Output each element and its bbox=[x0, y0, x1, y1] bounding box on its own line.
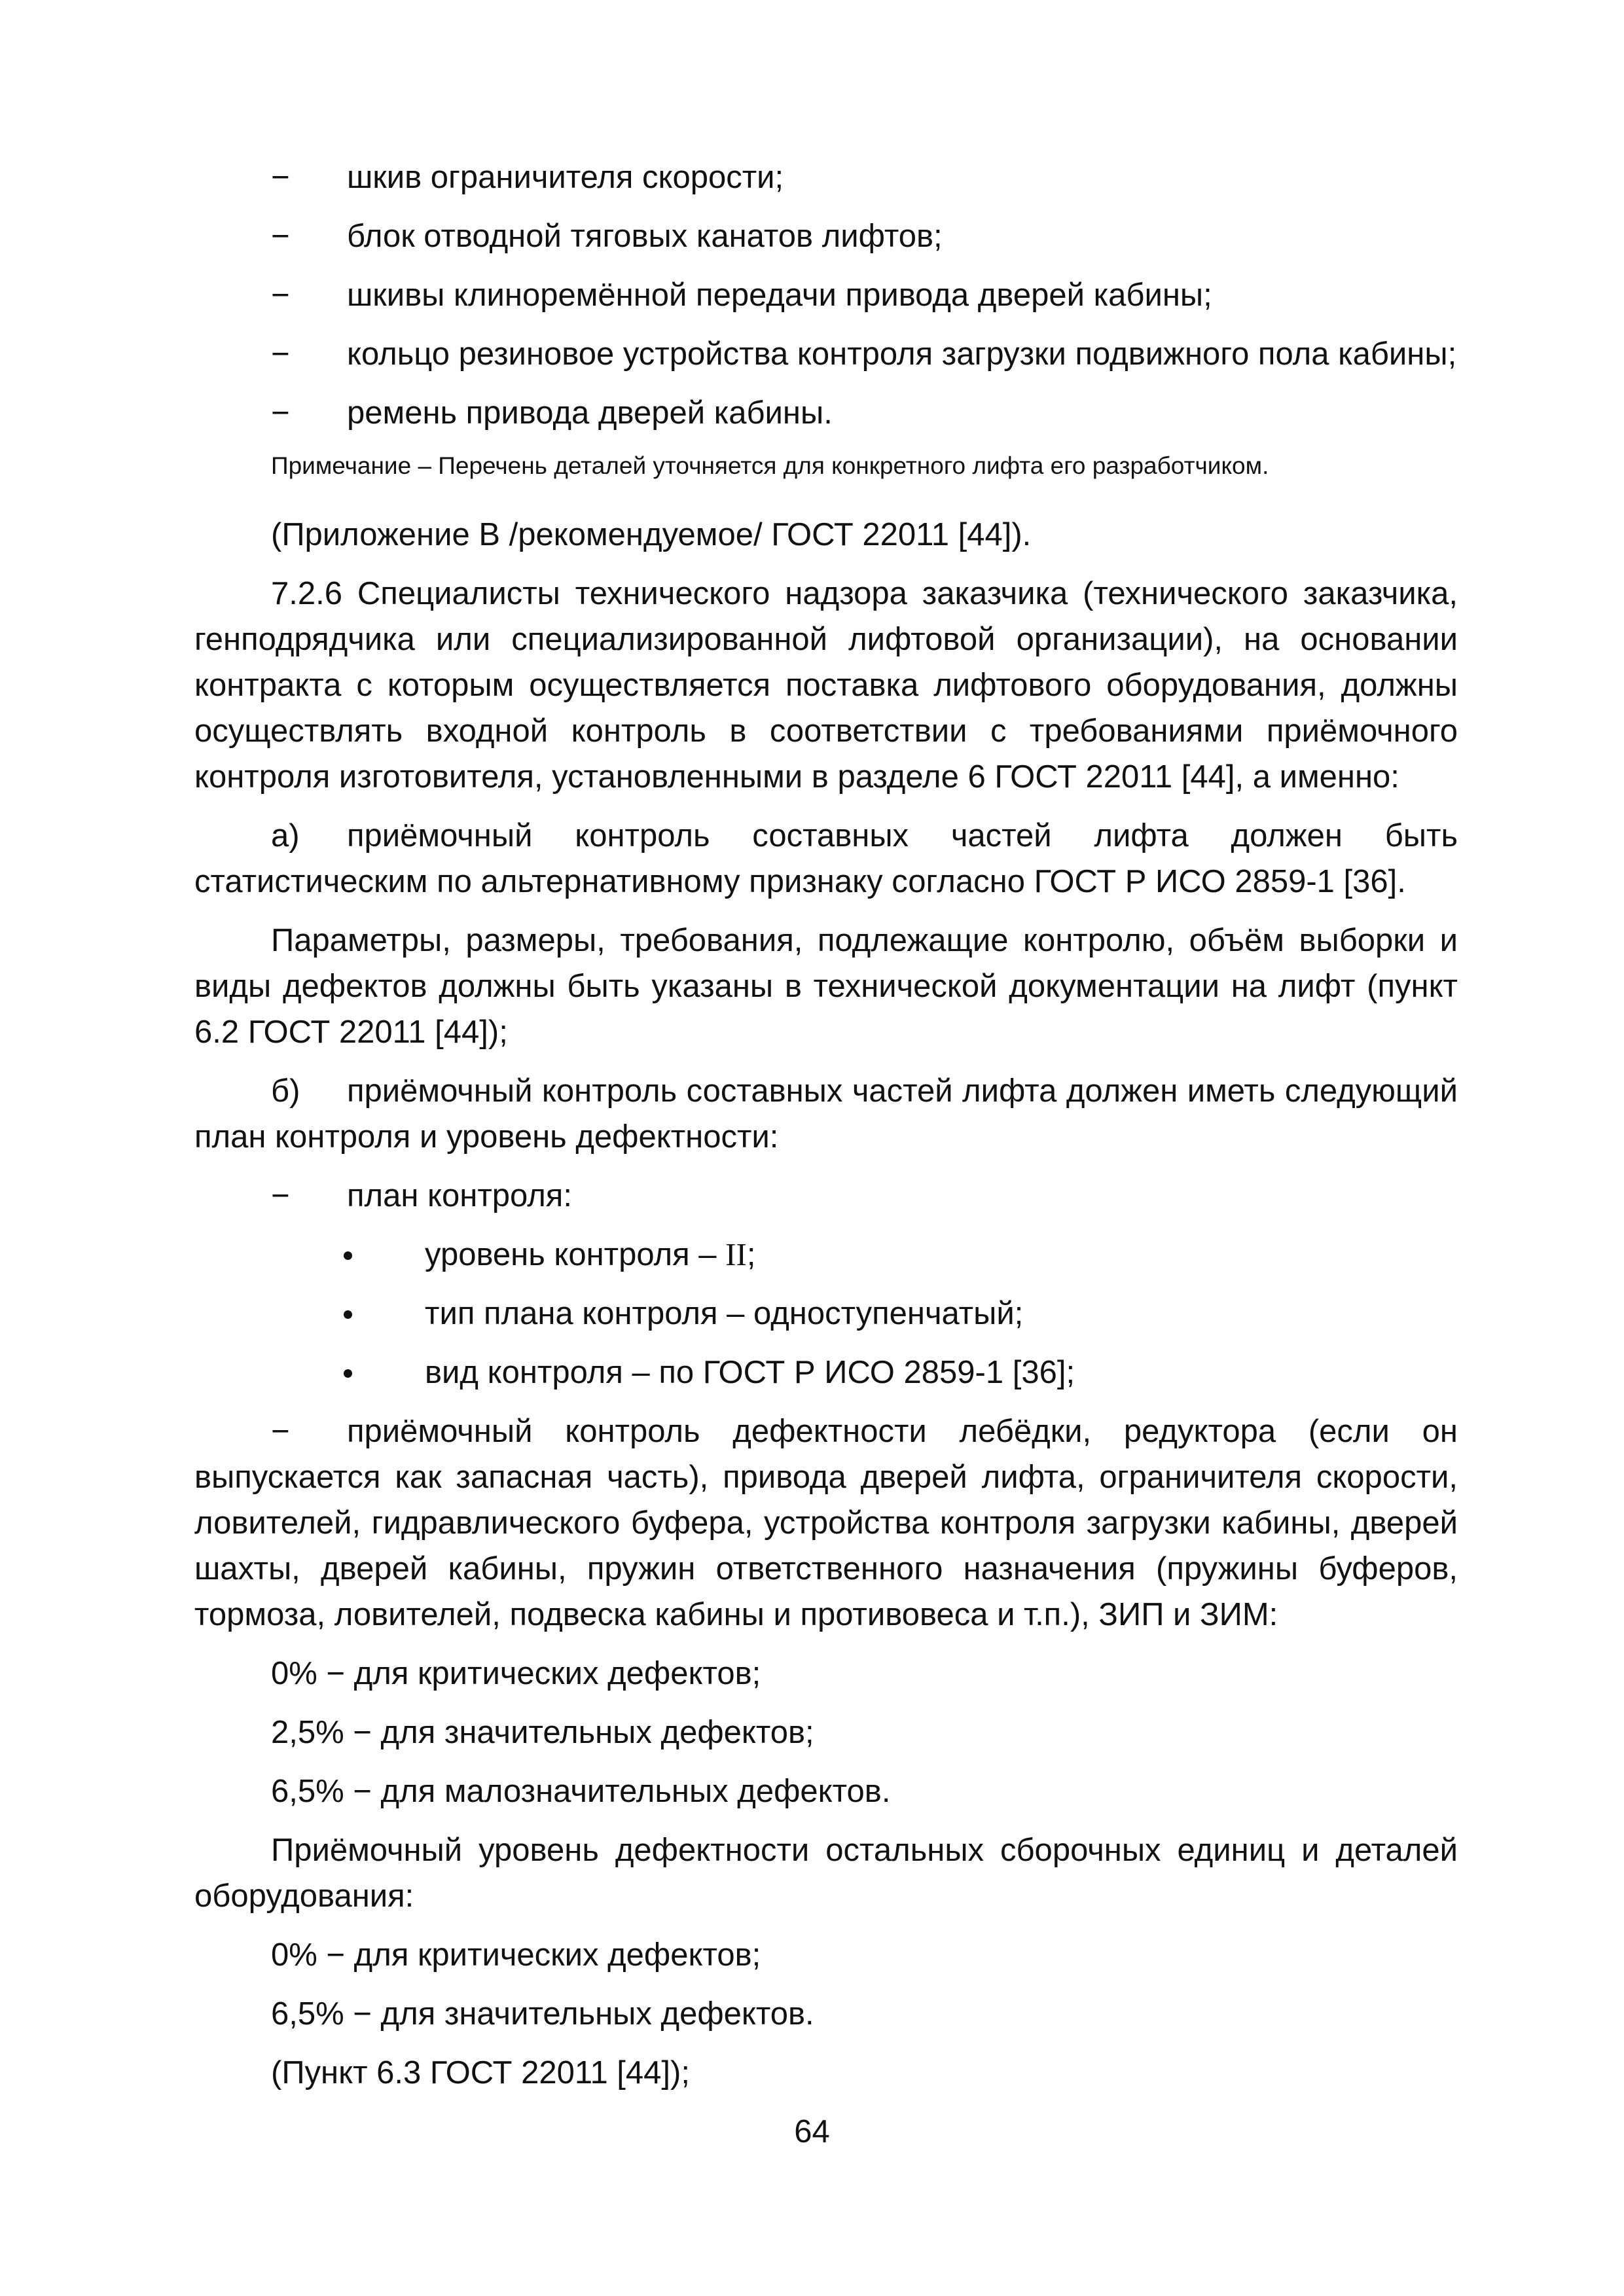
clause-7-2-6: 7.2.6 Специалисты технического надзора заказчика (технического заказчика, генподрядчика или специализированной лифтовой организации), на основании контракта с которым осуществляется поставка лифтового оборудования, должны осуществлять входной контроль в соответствии с требованиями приёмочного контроля изготовителя, установленными в разделе 6 ГОСТ 22011 [44], а именно: bbox=[194, 576, 1458, 795]
dash-marker: − bbox=[271, 219, 290, 254]
page-content bbox=[194, 154, 1458, 2109]
bullet-text: вид контроля – по ГОСТ Р ИСО 2859-1 [36]; bbox=[425, 1355, 1075, 1390]
list-item bbox=[194, 154, 1458, 200]
item-a bbox=[194, 813, 1458, 905]
defect-level-line: 0% − для критических дефектов; bbox=[271, 1937, 761, 1973]
list-item-text: ремень привода дверей кабины. bbox=[347, 395, 833, 431]
item-b bbox=[194, 1068, 1458, 1160]
defect-level-line: 6,5% − для значительных дефектов. bbox=[271, 1996, 814, 2032]
page-number: 64 bbox=[794, 2114, 830, 2149]
dash-marker: − bbox=[271, 1178, 290, 1213]
bullet-text: тип плана контроля – одноступенчатый; bbox=[425, 1296, 1024, 1331]
bullet-dot-icon bbox=[344, 1310, 352, 1319]
bullet-dot-icon bbox=[344, 1251, 352, 1260]
plan-label-item bbox=[194, 1173, 1458, 1219]
reference-appendix: (Приложение В /рекомендуемое/ ГОСТ 22011 [44]). bbox=[271, 517, 1032, 552]
roman-numeral: II bbox=[725, 1236, 747, 1272]
defects-control-text: приёмочный контроль дефектности лебёдки, редуктора (если он выпускается как запасная часть), привода дверей лифта, ограничителя скорости, ловителей, гидравлического буфера, устройства контроля загрузки кабины, дверей шахты, дверей кабины, пружин ответственного назначения (пружины буферов, тормоза, ловителей, подвеска кабины и противовеса и т.п.), ЗИП и ЗИМ: bbox=[194, 1414, 1458, 1632]
plan-label-text: план контроля: bbox=[347, 1178, 572, 1213]
bullet-dot-icon bbox=[344, 1369, 352, 1378]
list-item bbox=[194, 331, 1458, 377]
letter-marker: а) bbox=[271, 818, 300, 853]
defect-level-line: 0% − для критических дефектов; bbox=[271, 1656, 761, 1691]
dash-marker: − bbox=[271, 336, 290, 372]
parameters-paragraph: Параметры, размеры, требования, подлежащие контролю, объём выборки и виды дефектов должны быть указаны в технической документации на лифт (пункт 6.2 ГОСТ 22011 [44]); bbox=[194, 923, 1458, 1050]
bullet-item bbox=[194, 1350, 1458, 1395]
list-item bbox=[194, 213, 1458, 259]
letter-marker: б) bbox=[271, 1073, 300, 1109]
list-item bbox=[194, 272, 1458, 318]
bullet-text-prefix: уровень контроля – bbox=[425, 1237, 726, 1272]
bullet-item bbox=[194, 1232, 1458, 1278]
defect-level-line: 2,5% − для значительных дефектов; bbox=[271, 1715, 814, 1750]
list-item-text: шкив ограничителя скорости; bbox=[347, 160, 784, 195]
list-item bbox=[194, 390, 1458, 436]
dash-marker: − bbox=[271, 1414, 290, 1449]
list-item-text: кольцо резиновое устройства контроля загрузки подвижного пола кабины; bbox=[347, 336, 1457, 372]
dash-marker: − bbox=[271, 278, 290, 313]
note-text: Примечание – Перечень деталей уточняется для конкретного лифта его разработчиком. bbox=[271, 452, 1269, 479]
reference-clause: (Пункт 6.3 ГОСТ 22011 [44]); bbox=[271, 2055, 690, 2090]
dash-marker: − bbox=[271, 395, 290, 431]
bullet-item bbox=[194, 1291, 1458, 1336]
other-units-paragraph: Приёмочный уровень дефектности остальных сборочных единиц и деталей оборудования: bbox=[194, 1833, 1458, 1914]
defect-level-line: 6,5% − для малозначительных дефектов. bbox=[271, 1774, 891, 1809]
dash-marker: − bbox=[271, 160, 290, 195]
item-a-text: приёмочный контроль составных частей лифта должен быть статистическим по альтернативному признаку согласно ГОСТ Р ИСО 2859-1 [36]. bbox=[194, 818, 1458, 899]
list-item-text: шкивы клиноремённой передачи привода дверей кабины; bbox=[347, 278, 1212, 313]
item-b-text: приёмочный контроль составных частей лифта должен иметь следующий план контроля и уровень дефектности: bbox=[194, 1073, 1458, 1155]
bullet-text-suffix: ; bbox=[746, 1237, 756, 1272]
defects-control-item bbox=[194, 1408, 1458, 1638]
list-item-text: блок отводной тяговых канатов лифтов; bbox=[347, 219, 943, 254]
